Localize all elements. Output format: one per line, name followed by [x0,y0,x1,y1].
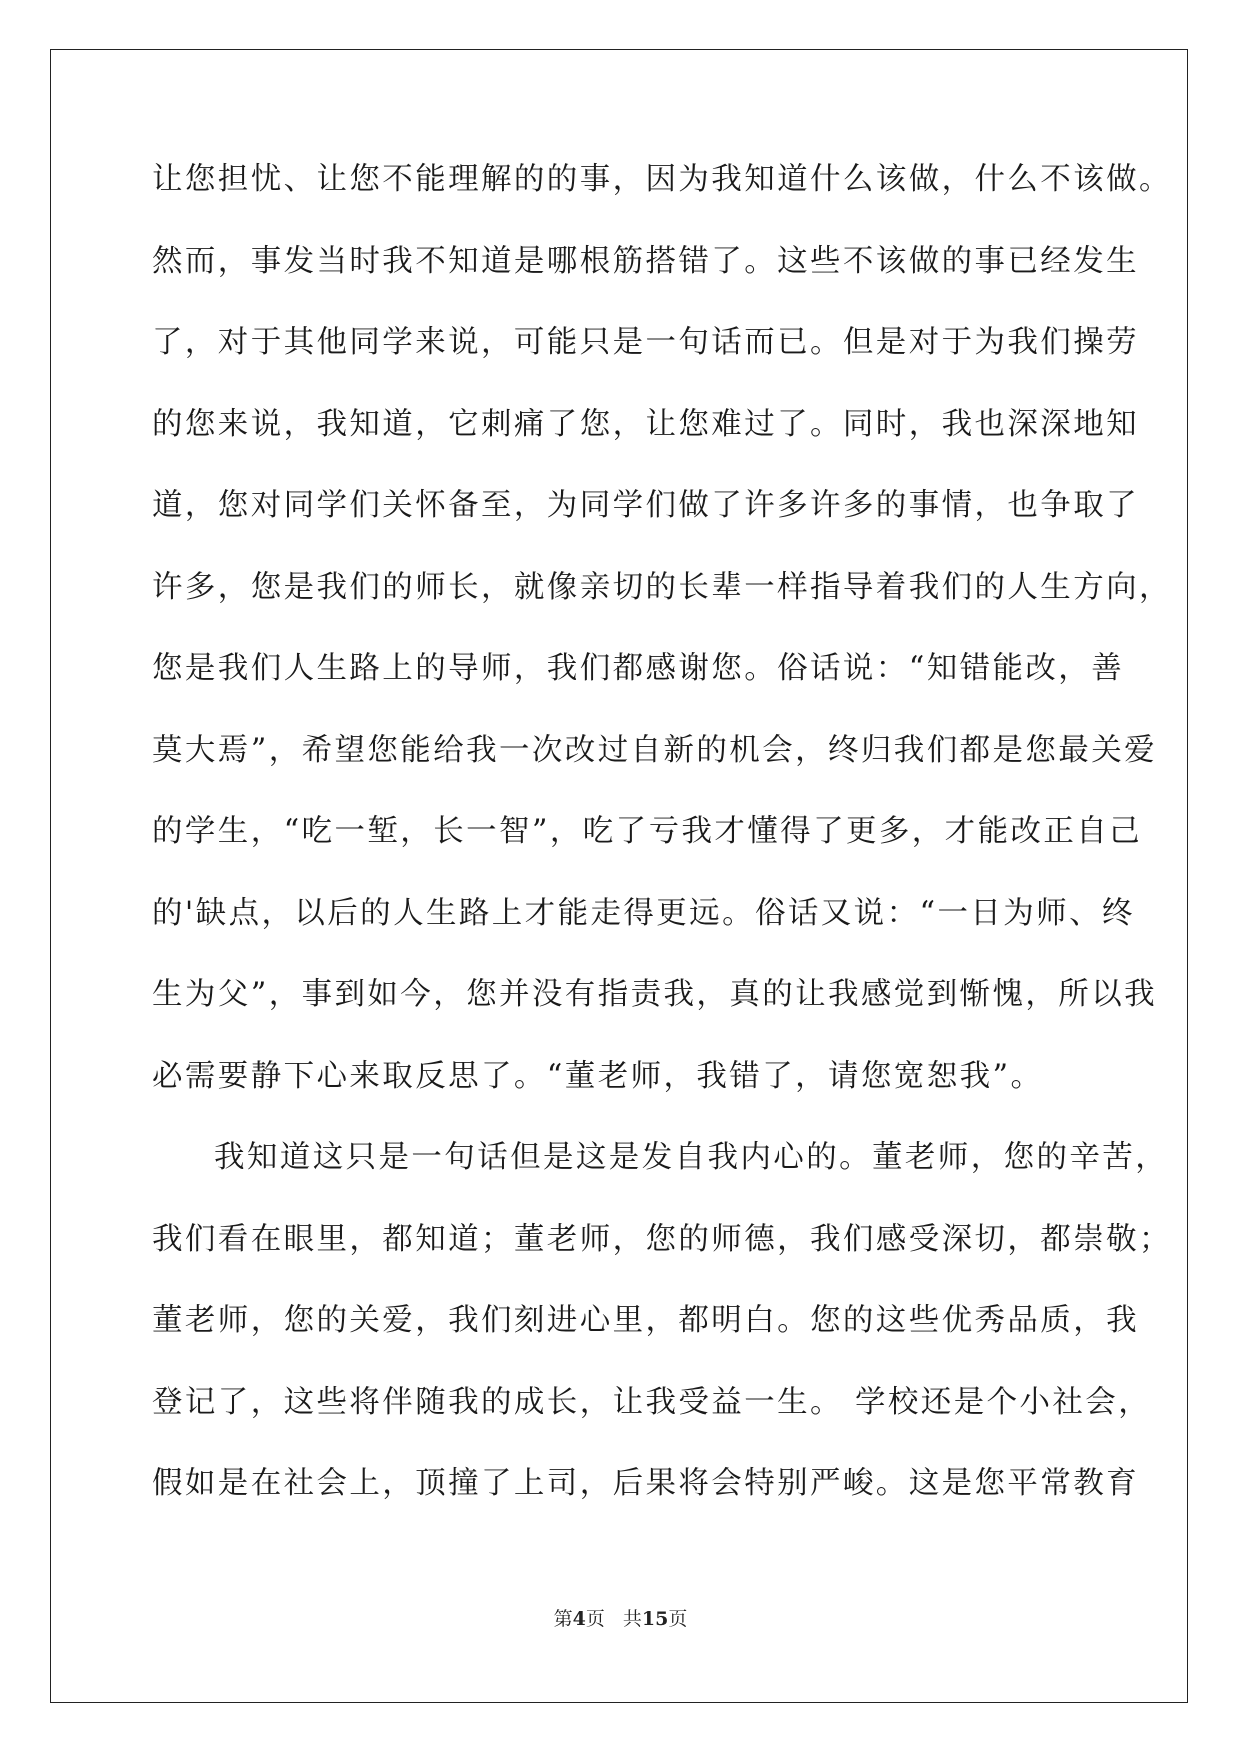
text-line: 让您担忧、让您不能理解的的事，因为我知道什么该做，什么不该做。 [152,162,1172,197]
page-suffix: 页 [585,1608,605,1630]
text-line: 您是我们人生路上的导师，我们都感谢您。俗话说：“知错能改，善 [152,651,1125,686]
page-footer [0,1607,1241,1631]
total-prefix: 共 [622,1608,642,1630]
text-line: 我们看在眼里，都知道；董老师，您的师德，我们感受深切，都崇敬； [152,1221,1172,1257]
total-suffix: 页 [668,1608,688,1630]
text-line: 然而，事发当时我不知道是哪根筋搭错了。这些不该做的事已经发生 [152,243,1139,279]
text-line: 假如是在社会上，顶撞了上司，后果将会特别严峻。这是您平常教育 [152,1466,1139,1501]
total-pages: 15 [641,1608,669,1630]
text-line: 董老师，您的关爱，我们刻进心里，都明白。您的这些优秀品质，我 [152,1303,1139,1338]
text-line: 莫大焉”，希望您能给我一次改过自新的机会，终归我们都是您最关爱 [152,732,1157,768]
text-line: 许多，您是我们的师长，就像亲切的长辈一样指导着我们的人生方向， [152,569,1172,605]
text-line: 生为父”，事到如今，您并没有指责我，真的让我感觉到惭愧，所以我 [152,977,1157,1012]
text-line: 道，您对同学们关怀备至，为同学们做了许多许多的事情，也争取了 [152,488,1139,523]
text-line: 了，对于其他同学来说，可能只是一句话而已。但是对于为我们操劳 [152,325,1139,360]
page-prefix: 第 [553,1608,573,1630]
page-number: 4 [572,1608,586,1630]
document-body [152,150,1172,1536]
text-line: 登记了，这些将伴随我的成长，让我受益一生。 学校还是个小社会， [152,1384,1152,1420]
text-line: 的学生，“吃一堑，长一智”，吃了亏我才懂得了更多，才能改正自己 [152,814,1143,849]
text-line: 必需要静下心来取反思了。“董老师，我错了，请您宽恕我”。 [152,1058,1044,1094]
text-line: 的'缺点，以后的人生路上才能走得更远。俗话又说：“一日为师、终 [152,895,1135,931]
text-line: 的您来说，我知道，它刺痛了您，让您难过了。同时，我也深深地知 [152,406,1139,442]
paragraph-first-line: 我知道这只是一句话但是这是发自我内心的。董老师，您的辛苦， [214,1140,1169,1175]
